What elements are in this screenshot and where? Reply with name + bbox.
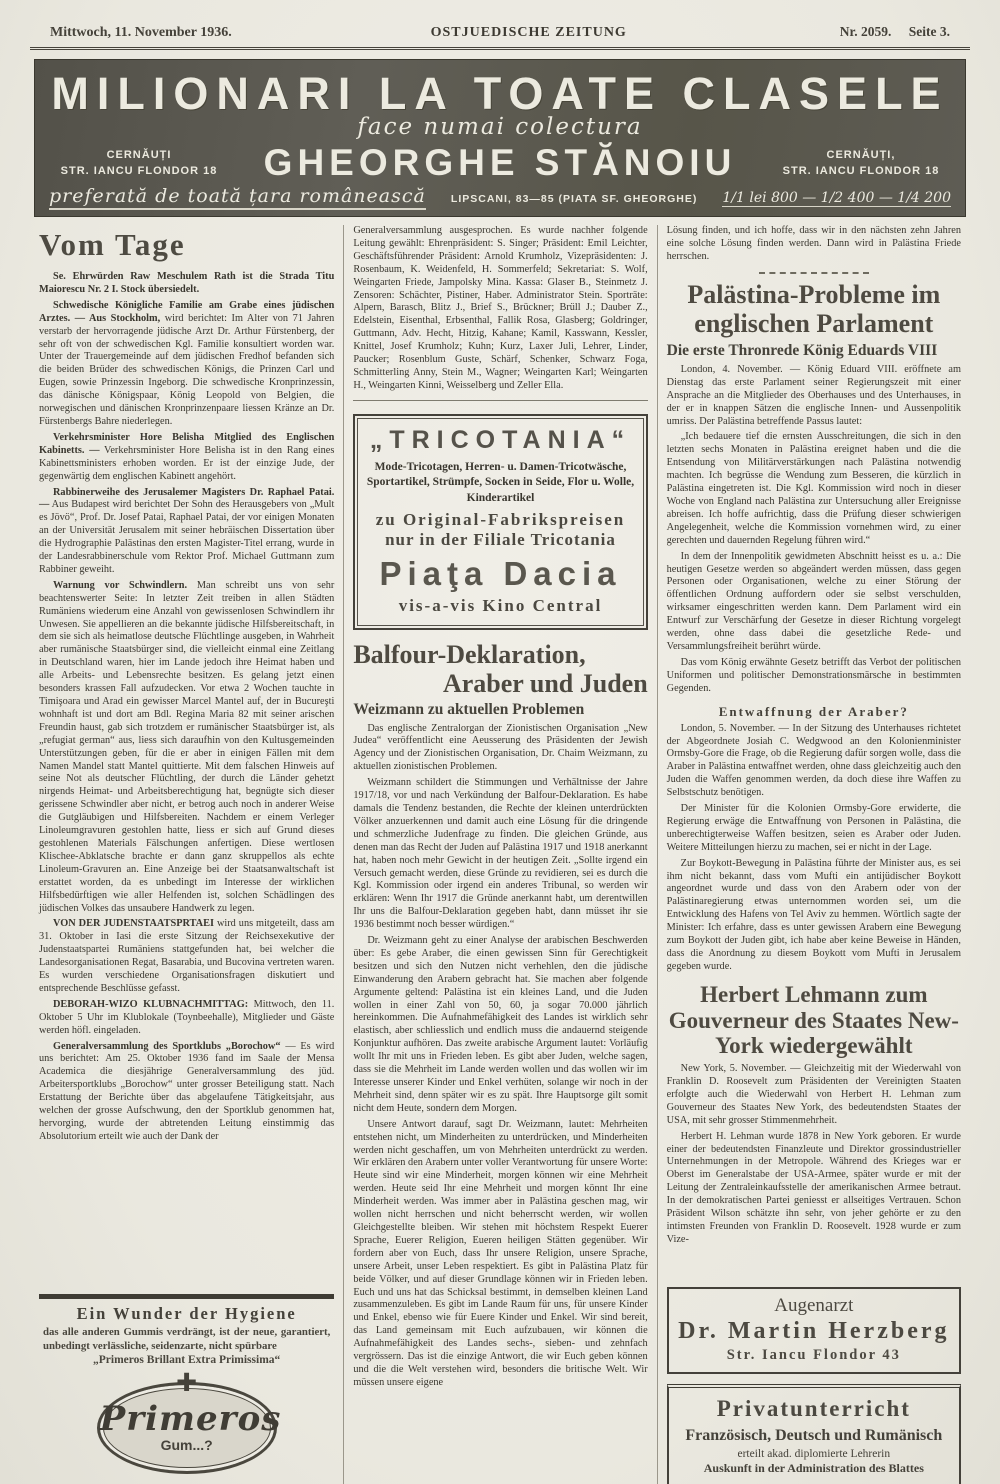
section-divider: [759, 272, 869, 274]
primeros-ad-body: das alle anderen Gummis verdrängt, ist der neue, garantiert, unbedingt verlässliche, seidenzarte, nicht spürbare: [43, 1326, 331, 1352]
article-paragraph: London, 4. November. — König Eduard VIII. eröffnete am Dienstag das erste Parlament seiner Regierungszeit mit einer Ansprache an die Mitglieder des Oberhauses und des Unterhauses, in der er in knappen Sätzen die englische Innen- und Aussenpolitik umriss. Der Palästina betreffende Passus lautet:: [666, 363, 961, 427]
weizmann-continuation: Lösung finden, und ich hoffe, dass wir in den nächsten zehn Jahren eine solche Lösung finden werden. Dann wird in Palästina Friede herrschen.: [666, 225, 961, 262]
privatunterricht-ad-teacher: erteilt akad. diplomierte Lehrerin: [737, 1448, 891, 1460]
tricotania-ad-location: Piaţa Dacia: [379, 555, 622, 593]
banner-script-line: face numai colectura: [357, 114, 643, 140]
news-item: Schwedische Königliche Familie am Grabe eines jüdischen Arztes. — Aus Stockholm, wird berichtet: Im Alter von 71 Jahren verstarb der hervorragende jüdische Arzt Dr. Arthur Fürstenberg, der sehr oft von der schwedischen Kgl. Familie konsultiert worden war. Unter der Trauergemeinde auf dem jüdischen Fredhof befanden sich die beiden Brüder des schwedischen Königs, die Prinzen Carl und Eugen, sowie Prinzessin Ingeborg. Die schwedische Kronprinzessin, das dänische Königspaar, König Leopold von Belgien, die norwegischen und dänischen Kronprinzenpaare liessen Kränze an Dr. Fürstenbergs Bahre niederlegen.: [39, 299, 335, 427]
banner-left-city: CERNĂUȚI: [106, 148, 172, 161]
headline-palestine-parliament: Palästina-Probleme im englischen Parlament: [687, 279, 941, 338]
article-paragraph: Herbert H. Lehman wurde 1878 in New York geboren. Er wurde einer der bedeutendsten Finanzleute und Direktor grossindustrieller Unternehmungen in der Metropole. Während des Krieges war er Oberst im Generalstabe der USA-Armee, später wurde er mit der Leitung der Zentraleinkaufsstelle der amerikanischen Armee betraut. In der demokratischen Partei geniesst er allseitiges Vertrauen. Schon Präsident Wilson schätzte ihn sehr, von jeher gehörte er zu den intimsten Freunden von Franklin D. Roosevelt. 1928 wurde er zum Vize-: [666, 1130, 961, 1245]
headline-balfour-line2: Araber und Juden: [442, 669, 648, 699]
primeros-ad-title: Ein Wunder der Hygiene: [76, 1304, 297, 1324]
primeros-logo: [97, 1370, 282, 1474]
column-left: [30, 225, 343, 1484]
privatunterricht-ad: [667, 1384, 961, 1484]
news-item: Rabbinerweihe des Jerusalemer Magisters Dr. Raphael Patai. — Aus Budapest wird berichtet Der Sohn des Herausgebers von „Mult es Jövö“, Prof. Dr. Josef Patai, Raphael Patai, der vor einigen Monaten an der Universität Jerusalem mit seiner hebräischen Dissertation über die Hydrographie Palästinas den ersten Magister-Titel errang, wurde in der Landesrabbinerschule vom Rektor Prof. Michael Guttmann zum Rabbiner geweiht.: [39, 486, 335, 575]
article-paragraph: Zur Boykott-Bewegung in Palästina führte der Minister aus, es sei ihm nicht bekannt, dass vom Mufti ein antijüdischer Boykott angeordnet wurde und dass von den Arabern oder von der Palästinaregierung etwas unternommen worden sei, um die Entwicklung des Hafens von Tel Aviv zu hemmen. Wörtlich sagte der Minister: Ich erfahre, dass es unter gewissen Arabern eine Bewegung zum Boykott der Juden gibt, ich habe aber keine Beweise in Händen, dass die Anordnung zu diesem Boykott vom Mufti in Jerusalem gegeben wurde.: [666, 857, 961, 972]
news-item: Warnung vor Schwindlern. Man schreibt uns von sehr beachtenswerter Seite: In letzter Zeit treiben in allen Städten Rumäniens wiederum eine Anzahl von gewissenlosen Schwindlern ihr Unwesen. Sie appellieren an die bekannte jüdische Hilfsbereitschaft, in dem sie sich als heimatlose deutsche Flüchtlinge ausgeben, in Wahrheit aber rumänische Staatsbürger sind, die vielleicht einmal eine Zeitlang in Deutschland waren, hier im Lande jedoch ihre Heimat haben und alle Arbeits- und Lebensrechte besitzen. Es gelang jetzt einen besonders krassen Fall aufzudecken. Vor etwa 2 Wochen tauchte in Timişoara und Arad ein gewisser Marcel Mantel auf, der in Bucureşti wohnhaft ist und dort am Bdl. Regina Maria 82 mit seiner arischen Freundin haust, gab sich trotzdem er rumänischer Staatsbürger ist, als „refugiat german“ aus, liess sich daraufhin von den Kultusgemeinden Unterstützungen geben, für die er aber in einigen Fällen mit dem Namen Mandel statt Mantel quittierte. Mit dem falschen Hinweis auf seine Not als deutscher Flüchtling, der durch die Länder gehetzt nirgends Heimat- und Arbeitsberechtigung hat, begnügte sich dieser gerissene Schwindler aber nicht, er betrog auch noch in anderer Weise die Gutgläubigen und Hilfsbereiten. Nachdem er einem Verleger Linoleumgravuren gestohlen hatte, liess er sich auf Grund dieses gestohlenen Materials Fälschungen anfertigen. Diese wertlosen Klischee-Abklatsche brachte er dann ganz skruppellos als echte Linoleum-Gravuren an. Eine Anzeige bei der Staatsanwaltschaft ist erstattet worden, da es unbedingt im Interesse der wirklichen Hilfsbedürftigen wie aller Helfenden ist, solchen Schädlingen des jüdischen Volkes das unsaubere Handwerk zu legen.: [39, 579, 335, 914]
column-middle: [343, 225, 656, 1484]
masthead-title: OSTJUEDISCHE ZEITUNG: [430, 25, 627, 40]
banner-proprietor-name: GHEORGHE STĂNOIU: [263, 142, 737, 183]
borochow-continuation: Generalversammlung ausgesprochen. Es wurde nachher folgende Leitung gewählt: Ehrenpräsident: S. Singer; Präsident: Emil Leichter, Geschäftsführender Präsident: Arnold Krumholz, Vizepräsidenten: J. Rosenbaum, K. Weidenfeld, H. Sommerfeld; Sekretariat: S. Wolf, Weingarten Friede, Jampolsky Mina. Kassa: Glaser B., Steinmetz J. Zensoren: Schächter, Pistiner, Haber. Administrator Stein. Sporträte: Alpern, Barasch, Blitz J., Brief S., Brückner; Brüll J.; Dauber Z., Edelstein, Eisenthal, Erbsenthal, Fallik Rosa, Glasberg; Goldringer, Guttmann, Adv. Hecht, Hitzig, Kahane; Kamil, Kasswann, Kessler, Knittel, Josef Krumholz; Kuhn; Kurz, Laxer Juli, Lehrer, Linder, Paucker; Rosenblum Guste, Schärf, Schenker, Schwarz Foga, Schmitterling Anny, Stein M., Wagner; Weingarten Karl; Weingarten H., Weingarten Kinni, Weisselberg und Zeller Ella.: [353, 225, 648, 391]
banner-headline: MILIONARI LA TOATE CLASELE: [51, 68, 949, 119]
tricotania-ad-filiale-line: nur in der Filiale Tricotania: [385, 530, 616, 550]
tricotania-ad: [353, 414, 647, 631]
herzberg-ad-name: Dr. Martin Herzberg: [678, 1318, 950, 1344]
primeros-ad-product: „Primeros Brillant Extra Primissima“: [93, 1354, 281, 1366]
article-paragraph: London, 5. November. — In der Sitzung des Unterhauses richtetet der Abgeordnete Josiah C. Wedgwood an den Kolonienminister Ormsby-Gore die Frage, ob die Regierung dafür sorgen wolle, dass die Araber in Palästina entwaffnet werden, ohne dass gleichzeitig auch den Juden die Waffen genommen werden, da doch diese ihre Waffen zu Selbstschutz benötigen.: [666, 722, 961, 799]
section-title-vom-tage: Vom Tage: [39, 227, 186, 262]
banner-left-street: STR. IANCU FLONDOR 18: [60, 165, 218, 177]
masthead-issue-page: [826, 24, 950, 40]
article-paragraph: Das englische Zentralorgan der Zionistischen Organisation „New Judea“ veröffentlicht eine Aeusserung des Präsidenten der Jewish Agency und der Zionistischen Organisation, Dr. Chaim Weizmann, zu aktuellen zionistischen Problemen.: [353, 722, 648, 773]
subhead-entwaffnung: Entwaffnung der Araber?: [718, 703, 909, 719]
tricotania-ad-name: „TRICOTANIA“: [369, 425, 632, 454]
article-paragraph: New York, 5. November. — Gleichzeitig mit der Wiederwahl von Franklin D. Roosevelt zum Präsidenten der Vereinigten Staaten erfolgte auch die Wiederwahl von Herbert H. Lehman zum Gouverneur des Staates New York, des bedeutendsten Staates der USA, mit sehr grosser Stimmenmehrheit.: [666, 1063, 961, 1126]
masthead: [30, 24, 970, 50]
column-right: [657, 225, 970, 1484]
primeros-ad: [39, 1294, 334, 1484]
banner-right-address: [771, 147, 951, 180]
herzberg-ad-profession: Augenarzt: [774, 1295, 854, 1316]
news-item: Verkehrsminister Hore Belisha Mitglied des Englischen Kabinetts. — Verkehrsminister Hore Belisha ist in den Rang eines Kabinettsministers erhoben worden. Er ist der einzige Jude, der gegenwärtig dem englischen Kabinett angehört.: [39, 431, 335, 482]
herzberg-ad: [667, 1287, 961, 1374]
masthead-page-number: Seite 3.: [908, 24, 950, 39]
banner-left-address: [49, 147, 229, 180]
banner-slogan: preferată de toată țara românească: [49, 185, 426, 210]
news-item: DEBORAH-WIZO KLUBNACHMITTAG: Mittwoch, den 11. Oktober 5 Uhr im Klublokale (Toynbeehalle), Mitglieder und Gäste werden höfl. eingeladen.: [39, 998, 335, 1036]
banner-right-street: STR. IANCU FLONDOR 18: [782, 165, 940, 177]
news-item: Generalversammlung des Sportklubs „Borochow“ — Es wird uns berichtet: Am 25. Oktober 1936 fand im Saale der Mensa Academica die diesjährige Generalversammlung des jüd. Arbeitersportklubs „Borochow“ unter grosser Beteiligung statt. Nach Erstattung der Berichte über das abgelaufene Tätigkeitsjahr, aus welchen der grosse Aufschwung, den der Sportklub genommen hat, hervorging, wurde der abtretenden Leitung einstimmig das Absolutorium erteilt wie auch der Dank der: [39, 1040, 335, 1142]
news-item: VON DER JUDENSTAATSPRTAEI wird uns mitgeteilt, dass am 31. Oktober in Iasi die erste Sitzung der Reichsexekutive der Judenstaatspartei Rumäniens stattgefunden hat, bei welcher die Landesorganisationen Regat, Basarabia, und Bucovina vertreten waren. Es wurden verschiedene Organisationsfragen diskutiert und entsprechende Beschlüsse gefasst.: [39, 918, 335, 994]
article-paragraph: Weizmann schildert die Stimmungen und Verhältnisse der Jahre 1917/18, vor und nach Verkündung der Balfour-Deklaration. Es habe damals die Tendenz bestanden, die Rechte der kleinen unterdrückten Völker anzuerkennen und damit auch eine Lösung für die dringende und schmerzliche Judenfrage zu finden. Die gleichen Gründe, aus denen man das Recht der Juden auf Palästina 1917 und 1918 anerkannt hat, haben noch mehr Gewicht in der heutigen Zeit. „Sollte irgend ein Versuch gemacht werden, diese Gründe zu revidieren, sei es durch die Kgl. Kommission oder irgend ein anderes Tribunal, so werden wir erklären: Wenn Ihr 1917 die Gründe anerkannt habt, um derentwillen Ihr uns die Balfour-Deklaration gegeben habt, dann müsset ihr sie 1936 bestimmt noch besser würdigen.“: [353, 777, 648, 931]
primeros-logo-sub: Gum...?: [160, 1437, 213, 1453]
subhead-weizmann: Weizmann zu aktuellen Problemen: [353, 700, 585, 718]
privatunterricht-ad-languages: Französisch, Deutsch und Rumänisch: [685, 1427, 943, 1444]
headline-balfour-line1: Balfour-Deklaration,: [353, 640, 586, 670]
article-paragraph: „Ich bedauere tief die ernsten Ausschreitungen, die sich in den letzten sechs Monaten in Palästina ereignet haben und die die Entsendung von Militärverstärkungen nach Palästina notwendig machten. Ich begrüsse die Wendung zum Besseren, die kürzlich in Palästina eingetreten ist. Die Kgl. Kommission wird noch in dieser Woche von England nach Palästina zur Untersuchung aller Ereignisse abreisen. Ich hoffe aufrichtig, dass die Prüfung dieser schwierigen Angelegenheit, welche die Kommission vornehmen wird, zu einer gerechten und dauernden Regelung führen wird.“: [666, 431, 961, 546]
article-paragraph: Das vom König erwähnte Gesetz betrifft das Verbot der politischen Uniformen und politischer Demonstrationsmärsche in bestimmten Gegenden.: [666, 656, 961, 694]
tricotania-ad-prices-line: zu Original-Fabrikspreisen: [375, 510, 626, 530]
privatunterricht-ad-contact: Auskunft in der Administration des Blattes: [703, 1461, 924, 1475]
article-paragraph: In dem der Innenpolitik gewidmeten Abschnitt heisst es u. a.: Die heutigen Gesetze werden so abgeändert werden müssen, dass gegen Personen oder Organisationen, welche zu einer Störung der öffentlichen Ordnung auffordern oder sie selbst verschulden, wirksamer eingeschritten werden kann. Dem Parlament wird ein Entwurf zur Verschärfung der Gesetze in dieser Richtung vorgelegt werden, ohne dass dabei die gesetzliche Rede- und Versammlungsfreiheit berührt würde.: [666, 550, 961, 652]
masthead-issue: Nr. 2059.: [839, 24, 892, 39]
herzberg-ad-address: Str. Iancu Flondor 43: [726, 1347, 901, 1363]
banner-secondary-address: LIPSCANI, 83—85 (PIATA SF. GHEORGHE): [450, 193, 698, 205]
primeros-logo-name: Primeros: [99, 1399, 282, 1439]
banner-right-city: CERNĂUȚI,: [826, 148, 896, 161]
tricotania-ad-assortment: Mode-Tricotagen, Herren- u. Damen-Tricotwäsche, Sportartikel, Strümpfe, Socken in Seide, Flor u. Wolle, Kinderartikel: [366, 460, 635, 504]
tricotania-ad-landmark: vis-a-vis Kino Central: [398, 596, 603, 616]
banner-ad-stanoiu: [34, 59, 966, 217]
cross-icon: ✚: [176, 1370, 198, 1397]
headline-lehmann: Herbert Lehmann zum Gouverneur des Staates New-York wiedergewählt: [668, 981, 959, 1059]
news-item: Se. Ehrwürden Raw Meschulem Rath ist die Strada Titu Maiorescu Nr. 2 I. Stock übersiedelt.: [39, 271, 335, 295]
column-area: [30, 225, 970, 1484]
privatunterricht-ad-title: Privatunterricht: [716, 1396, 911, 1421]
masthead-date: Mittwoch, 11. November 1936.: [50, 25, 232, 40]
rule-divider: [353, 400, 647, 401]
subhead-thronrede: Die erste Thronrede König Eduards VIII: [666, 341, 938, 359]
banner-prices: 1/1 lei 800 — 1/2 400 — 1/4 200: [722, 190, 951, 206]
article-paragraph: Dr. Weizmann geht zu einer Analyse der arabischen Beschwerden über: Es gebe Araber, die einen gewissen Sinn für Gerechtigkeit besitzen und sich den Nutzen nicht verhehlen, den die jüdische Einwanderung den Arabern gebracht hat. Sie machen aber folgende Argumente geltend: Palästina ist ein kleines Land, und die Juden wollen in einer Zahl von 50, 60, ja sogar 70.000 jährlich hereinkommen. Die Aufnahmefähigkeit des Landes ist wirklich sehr elastisch, aber schliesslich und endlich muss die andauernd steigende Konjunktur aufhören. Das zweite arabische Argument lautet: Vorläufig wollt Ihr mit uns in Frieden leben. Es gibt aber Juden, welche sagen, dass sie die Mehrheit im Lande werden wollen und das wollen wir im Interesse unserer Kinder und Enkel verhüten, solange wir noch in der Mehrheit sind, denn später wir es zu spät. Ihre Hauptsorge gilt somit nicht dem Heute, sondern dem Morgen.: [353, 935, 648, 1114]
article-paragraph: Unsere Antwort darauf, sagt Dr. Weizmann, lautet: Mehrheiten entstehen nicht, um Minderheiten zu unterdrücken, und Minderheiten werden nicht geschaffen, um von Mehrheiten unterdrückt zu werden. Wir erklären den Arabern unter voller Verantwortung für unsere Worte: Heute sind wir eine Minderheit, morgen können wir eine Mehrheit werden. Heute seid Ihr eine Mehrheit und morgen könnt Ihr eine Minderheit werden. Was immer aber in Palästina geschen mag, wir wollen nicht herrschen und nicht beherrscht werden, wir wollen Gleichgestellte bleiben. Wir stehen mit höchstem Respekt Euerer Sprache, Euerer Religion, Eueren heiligen Stätten gegenüber. Wir fordern aber von Euch, dass Ihr unsere Religion, unsere Sprache, unsere Arbeit, unser Leben respektiert. Es gibt in Palästina Platz für beide Völker, und auf dieser Grundlage können wir in Frieden leben. Euch und uns hat das Schicksal bestimmt, in demselben kleinen Land zusammenzuleben. Es gibt im Lande Raum für uns, für unsere Kinder und Enkel, ebenso wie für Euere Kinder und Enkel. Wir sind bereit, das Land gemeinsam mit Euch aufzubauen, wir können die Aufnahmefähigkeit des Landes sechs-, sieben- und zehnfach vergrössern. Das ist die einzige Antwort, die wir Euch geben können und die die Welt verstehen wird, besonders die britische Welt. Wir müssen unsere eigene: [353, 1118, 648, 1388]
article-paragraph: Der Minister für die Kolonien Ormsby-Gore erwiderte, die Regierung erwäge die Entwaffnung von Personen in Palästina, die unberechtigterweise Waffen besitzen, seien es Araber oder Juden. Weitere Mitteilungen hierzu zu machen, sei er nicht in der Lage.: [666, 803, 961, 853]
